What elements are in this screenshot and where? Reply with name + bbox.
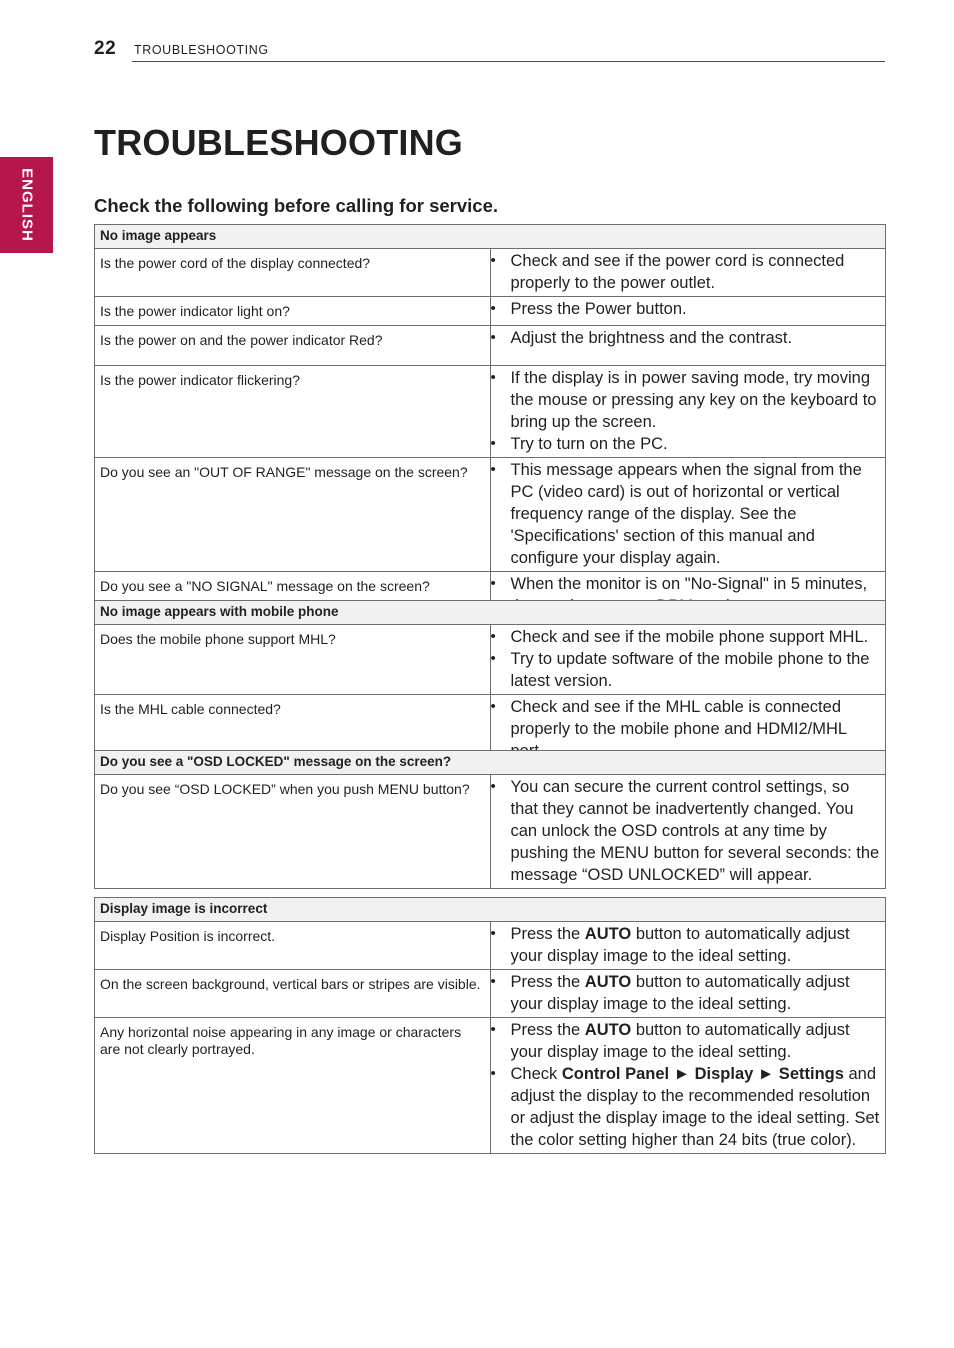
question-cell: Is the MHL cable connected? [95,695,491,765]
answer-bullet: • Check and see if the MHL cable is connected properly to the mobile phone and HDMI2/MHL [491,696,882,762]
table-row [95,457,886,571]
answer-bullet: • If the display is in power saving mode, try moving the mouse or pressing any key on the keyboard to bring up the screen. [491,367,882,433]
question-cell: Do you see “OSD LOCKED” when you push MENU button? [95,775,491,889]
answer-bullet: • Try to update software of the mobile phone to the latest version. [491,648,882,692]
header-rule [132,61,885,62]
answer-list [491,626,882,692]
answer-bullet: • Press the AUTO button to automatically adjust your display image to the ideal setting. [491,923,882,967]
answer-bullet: • Adjust the brightness and the contrast. [491,327,882,349]
table-heading: No image appears with mobile phone [95,601,886,625]
answer-list [491,1019,882,1151]
troubleshooting-table-display-image [94,897,886,1154]
table-row [95,922,886,970]
question-cell: Is the power indicator light on? [95,297,491,326]
answer-bullet: • Check and see if the mobile phone support MHL. [491,626,882,648]
table-row [95,297,886,326]
table-heading: Do you see a "OSD LOCKED" message on the screen? [95,751,886,775]
answer-bullet: • Try to turn on the PC. [491,433,882,455]
troubleshooting-table-mobile-phone [94,600,886,765]
table-row [95,1018,886,1154]
question-cell: Is the power indicator flickering? [95,365,491,457]
answer-bullet: • Check Control Panel ► Display ► Settings and adjust the display to the recommended resolution or adjust the display image to the ideal setting. Set the color setting higher than 24 bits (true color). [491,1063,882,1151]
section-subtitle: Check the following before calling for service. [94,195,499,216]
answer-bullet: • You can secure the current control settings, so that they cannot be inadvertently changed. You can unlock the OSD controls at any time by pushing the MENU button for several seconds: the message “OSD UNLOCKED” will appear. [491,776,882,886]
question-cell: Do you see a "NO SIGNAL" message on the screen? [95,571,491,619]
table-heading: Display image is incorrect [95,898,886,922]
table-row [95,365,886,457]
table-row [95,249,886,297]
language-tab [0,157,53,253]
question-cell: Is the power on and the power indicator Red? [95,325,491,365]
answer-bullet: • Press the AUTO button to automatically adjust your display image to the ideal setting. [491,971,882,1015]
question-cell: Display Position is incorrect. [95,922,491,970]
emphasis: AUTO [584,925,632,943]
emphasis: AUTO [584,1021,632,1039]
answer-bullet: • Press the AUTO button to automatically adjust your display image to the ideal setting. [491,1019,882,1063]
answer-cell [490,365,886,457]
answer-bullet: • When the monitor is on "No-Signal" in 5 minutes, [491,573,882,617]
answer-cell [490,457,886,571]
troubleshooting-table-osd-locked [94,750,886,889]
table-heading: No image appears [95,225,886,249]
answer-cell [490,325,886,365]
answer-list [491,298,882,320]
answer-bullet: • Check and see if the power cord is connected properly to the power outlet. [491,250,882,294]
answer-cell [490,625,886,695]
answer-cell [490,922,886,970]
answer-cell [490,775,886,889]
question-cell: Does the mobile phone support MHL? [95,625,491,695]
answer-bullet: • This message appears when the signal from the PC (video card) is out of horizontal or vertical frequency range of the display. See the 'Specifications' section of this manual and configure your display again. [491,459,882,569]
running-title: TROUBLESHOOTING [134,43,269,57]
answer-list [491,327,882,349]
language-tab-label: ENGLISH [18,168,36,242]
question-cell: Is the power cord of the display connected? [95,249,491,297]
table-row [95,325,886,365]
page-number: 22 [94,38,117,59]
table-row [95,625,886,695]
question-cell: Any horizontal noise appearing in any image or characters are not clearly portrayed. [95,1018,491,1154]
question-cell: On the screen background, vertical bars or stripes are visible. [95,970,491,1018]
answer-list [491,250,882,294]
answer-list [491,971,882,1015]
table-row [95,775,886,889]
answer-list [491,459,882,569]
answer-list [491,776,882,886]
question-cell: Do you see an "OUT OF RANGE" message on the screen? [95,457,491,571]
answer-list [491,923,882,967]
troubleshooting-table-no-image [94,224,886,620]
answer-list [491,367,882,455]
table-row [95,970,886,1018]
answer-cell [490,970,886,1018]
emphasis: AUTO [584,973,632,991]
page-title: TROUBLESHOOTING [94,122,463,163]
answer-bullet: • Press the Power button. [491,298,882,320]
answer-cell [490,297,886,326]
answer-cell [490,1018,886,1154]
answer-cell [490,249,886,297]
emphasis: Control Panel ► Display ► Settings [561,1065,844,1083]
